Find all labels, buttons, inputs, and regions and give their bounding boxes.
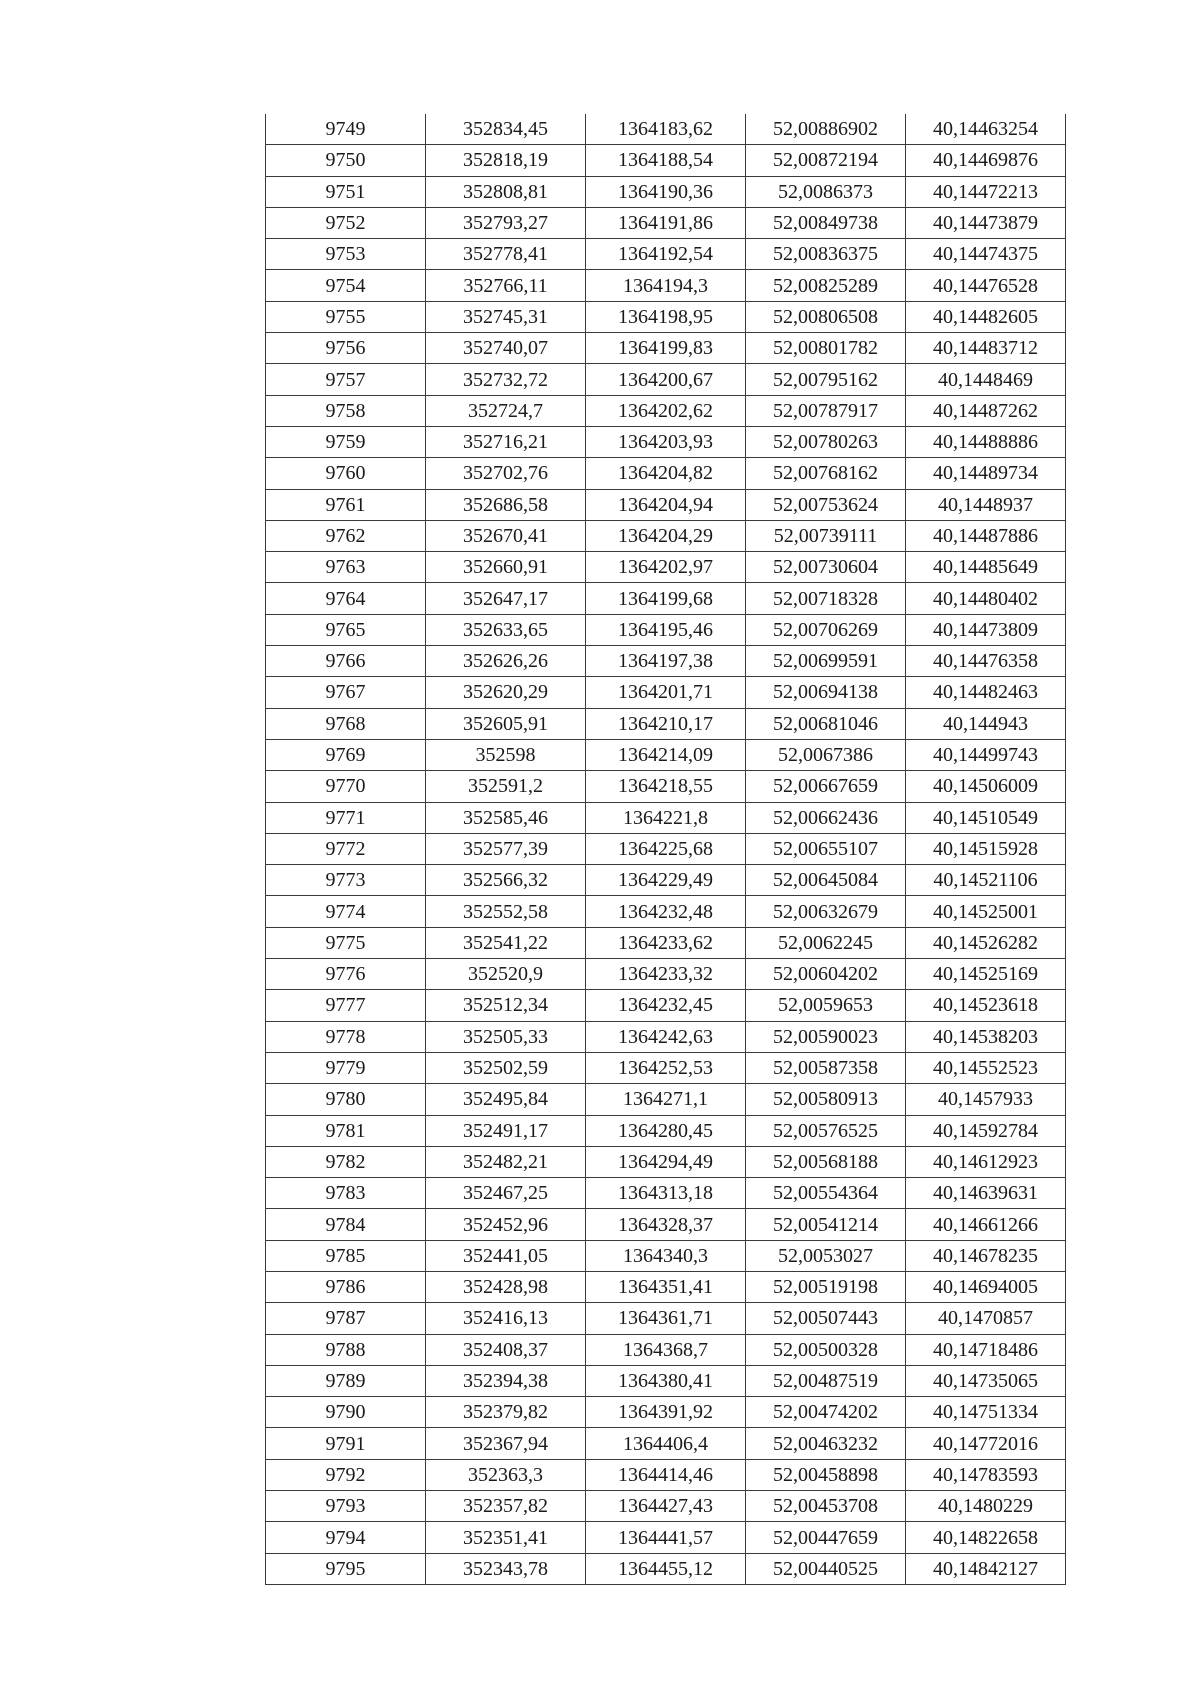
longitude-cell: 40,14525169: [906, 959, 1066, 990]
x-coordinate-cell: 352552,58: [426, 896, 586, 927]
latitude-cell: 52,00604202: [746, 959, 906, 990]
y-coordinate-cell: 1364233,32: [586, 959, 746, 990]
y-coordinate-cell: 1364197,38: [586, 646, 746, 677]
y-coordinate-cell: 1364192,54: [586, 239, 746, 270]
x-coordinate-cell: 352808,81: [426, 176, 586, 207]
point-number-cell: 9772: [266, 833, 426, 864]
latitude-cell: 52,00886902: [746, 114, 906, 145]
y-coordinate-cell: 1364406,4: [586, 1428, 746, 1459]
longitude-cell: 40,14476358: [906, 646, 1066, 677]
x-coordinate-cell: 352363,3: [426, 1459, 586, 1490]
point-number-cell: 9751: [266, 176, 426, 207]
latitude-cell: 52,0053027: [746, 1240, 906, 1271]
table-row: [266, 739, 1066, 770]
point-number-cell: 9765: [266, 614, 426, 645]
latitude-cell: 52,00587358: [746, 1052, 906, 1083]
point-number-cell: 9780: [266, 1084, 426, 1115]
latitude-cell: 52,00739111: [746, 520, 906, 551]
x-coordinate-cell: 352724,7: [426, 395, 586, 426]
table-row: [266, 1178, 1066, 1209]
latitude-cell: 52,00453708: [746, 1491, 906, 1522]
y-coordinate-cell: 1364204,82: [586, 458, 746, 489]
longitude-cell: 40,14694005: [906, 1271, 1066, 1302]
table-row: [266, 865, 1066, 896]
longitude-cell: 40,14489734: [906, 458, 1066, 489]
longitude-cell: 40,14678235: [906, 1240, 1066, 1271]
y-coordinate-cell: 1364427,43: [586, 1491, 746, 1522]
point-number-cell: 9779: [266, 1052, 426, 1083]
latitude-cell: 52,00795162: [746, 364, 906, 395]
latitude-cell: 52,00487519: [746, 1365, 906, 1396]
point-number-cell: 9755: [266, 301, 426, 332]
longitude-cell: 40,14474375: [906, 239, 1066, 270]
table-row: [266, 896, 1066, 927]
longitude-cell: 40,14772016: [906, 1428, 1066, 1459]
table-row: [266, 1428, 1066, 1459]
x-coordinate-cell: 352633,65: [426, 614, 586, 645]
table-row: [266, 708, 1066, 739]
y-coordinate-cell: 1364233,62: [586, 927, 746, 958]
y-coordinate-cell: 1364204,94: [586, 489, 746, 520]
latitude-cell: 52,00694138: [746, 677, 906, 708]
x-coordinate-cell: 352452,96: [426, 1209, 586, 1240]
latitude-cell: 52,00519198: [746, 1271, 906, 1302]
table-row: [266, 270, 1066, 301]
table-row: [266, 552, 1066, 583]
y-coordinate-cell: 1364361,71: [586, 1303, 746, 1334]
longitude-cell: 40,14526282: [906, 927, 1066, 958]
x-coordinate-cell: 352740,07: [426, 333, 586, 364]
x-coordinate-cell: 352686,58: [426, 489, 586, 520]
longitude-cell: 40,14473809: [906, 614, 1066, 645]
longitude-cell: 40,14476528: [906, 270, 1066, 301]
latitude-cell: 52,00780263: [746, 426, 906, 457]
point-number-cell: 9758: [266, 395, 426, 426]
table-row: [266, 426, 1066, 457]
coordinates-table-body: [266, 114, 1066, 1584]
table-row: [266, 207, 1066, 238]
x-coordinate-cell: 352591,2: [426, 771, 586, 802]
table-row: [266, 959, 1066, 990]
longitude-cell: 40,14783593: [906, 1459, 1066, 1490]
table-row: [266, 114, 1066, 145]
y-coordinate-cell: 1364195,46: [586, 614, 746, 645]
longitude-cell: 40,14480402: [906, 583, 1066, 614]
longitude-cell: 40,14538203: [906, 1021, 1066, 1052]
latitude-cell: 52,00576525: [746, 1115, 906, 1146]
table-row: [266, 1459, 1066, 1490]
x-coordinate-cell: 352626,26: [426, 646, 586, 677]
latitude-cell: 52,00730604: [746, 552, 906, 583]
y-coordinate-cell: 1364229,49: [586, 865, 746, 896]
x-coordinate-cell: 352745,31: [426, 301, 586, 332]
point-number-cell: 9790: [266, 1397, 426, 1428]
longitude-cell: 40,14515928: [906, 833, 1066, 864]
point-number-cell: 9756: [266, 333, 426, 364]
y-coordinate-cell: 1364328,37: [586, 1209, 746, 1240]
longitude-cell: 40,14612923: [906, 1146, 1066, 1177]
y-coordinate-cell: 1364340,3: [586, 1240, 746, 1271]
y-coordinate-cell: 1364210,17: [586, 708, 746, 739]
table-row: [266, 458, 1066, 489]
longitude-cell: 40,14473879: [906, 207, 1066, 238]
table-row: [266, 1365, 1066, 1396]
point-number-cell: 9773: [266, 865, 426, 896]
latitude-cell: 52,00699591: [746, 646, 906, 677]
table-row: [266, 1021, 1066, 1052]
y-coordinate-cell: 1364380,41: [586, 1365, 746, 1396]
y-coordinate-cell: 1364232,45: [586, 990, 746, 1021]
y-coordinate-cell: 1364183,62: [586, 114, 746, 145]
table-row: [266, 1209, 1066, 1240]
x-coordinate-cell: 352541,22: [426, 927, 586, 958]
point-number-cell: 9788: [266, 1334, 426, 1365]
x-coordinate-cell: 352495,84: [426, 1084, 586, 1115]
table-row: [266, 239, 1066, 270]
table-row: [266, 333, 1066, 364]
y-coordinate-cell: 1364214,09: [586, 739, 746, 770]
latitude-cell: 52,00440525: [746, 1553, 906, 1584]
point-number-cell: 9794: [266, 1522, 426, 1553]
table-row: [266, 1397, 1066, 1428]
point-number-cell: 9785: [266, 1240, 426, 1271]
y-coordinate-cell: 1364188,54: [586, 145, 746, 176]
y-coordinate-cell: 1364242,63: [586, 1021, 746, 1052]
longitude-cell: 40,14718486: [906, 1334, 1066, 1365]
x-coordinate-cell: 352702,76: [426, 458, 586, 489]
x-coordinate-cell: 352357,82: [426, 1491, 586, 1522]
latitude-cell: 52,0062245: [746, 927, 906, 958]
longitude-cell: 40,14487886: [906, 520, 1066, 551]
x-coordinate-cell: 352394,38: [426, 1365, 586, 1396]
table-row: [266, 990, 1066, 1021]
x-coordinate-cell: 352428,98: [426, 1271, 586, 1302]
table-row: [266, 301, 1066, 332]
table-row: [266, 646, 1066, 677]
x-coordinate-cell: 352577,39: [426, 833, 586, 864]
longitude-cell: 40,1448469: [906, 364, 1066, 395]
point-number-cell: 9774: [266, 896, 426, 927]
longitude-cell: 40,14822658: [906, 1522, 1066, 1553]
table-row: [266, 771, 1066, 802]
latitude-cell: 52,00681046: [746, 708, 906, 739]
y-coordinate-cell: 1364368,7: [586, 1334, 746, 1365]
x-coordinate-cell: 352502,59: [426, 1052, 586, 1083]
point-number-cell: 9776: [266, 959, 426, 990]
longitude-cell: 40,14523618: [906, 990, 1066, 1021]
point-number-cell: 9761: [266, 489, 426, 520]
longitude-cell: 40,1470857: [906, 1303, 1066, 1334]
point-number-cell: 9750: [266, 145, 426, 176]
table-row: [266, 1146, 1066, 1177]
table-row: [266, 677, 1066, 708]
latitude-cell: 52,00768162: [746, 458, 906, 489]
longitude-cell: 40,14483712: [906, 333, 1066, 364]
point-number-cell: 9795: [266, 1553, 426, 1584]
y-coordinate-cell: 1364391,92: [586, 1397, 746, 1428]
y-coordinate-cell: 1364200,67: [586, 364, 746, 395]
y-coordinate-cell: 1364414,46: [586, 1459, 746, 1490]
point-number-cell: 9781: [266, 1115, 426, 1146]
x-coordinate-cell: 352351,41: [426, 1522, 586, 1553]
longitude-cell: 40,14485649: [906, 552, 1066, 583]
point-number-cell: 9775: [266, 927, 426, 958]
x-coordinate-cell: 352716,21: [426, 426, 586, 457]
y-coordinate-cell: 1364455,12: [586, 1553, 746, 1584]
latitude-cell: 52,0067386: [746, 739, 906, 770]
y-coordinate-cell: 1364202,97: [586, 552, 746, 583]
table-row: [266, 1115, 1066, 1146]
table-row: [266, 1522, 1066, 1553]
table-row: [266, 1052, 1066, 1083]
latitude-cell: 52,00447659: [746, 1522, 906, 1553]
table-row: [266, 520, 1066, 551]
longitude-cell: 40,14499743: [906, 739, 1066, 770]
latitude-cell: 52,00645084: [746, 865, 906, 896]
longitude-cell: 40,14751334: [906, 1397, 1066, 1428]
x-coordinate-cell: 352505,33: [426, 1021, 586, 1052]
latitude-cell: 52,00474202: [746, 1397, 906, 1428]
point-number-cell: 9749: [266, 114, 426, 145]
y-coordinate-cell: 1364201,71: [586, 677, 746, 708]
table-row: [266, 1271, 1066, 1302]
point-number-cell: 9760: [266, 458, 426, 489]
table-row: [266, 1240, 1066, 1271]
y-coordinate-cell: 1364294,49: [586, 1146, 746, 1177]
point-number-cell: 9771: [266, 802, 426, 833]
point-number-cell: 9783: [266, 1178, 426, 1209]
longitude-cell: 40,14661266: [906, 1209, 1066, 1240]
table-row: [266, 176, 1066, 207]
table-row: [266, 927, 1066, 958]
y-coordinate-cell: 1364199,83: [586, 333, 746, 364]
latitude-cell: 52,00787917: [746, 395, 906, 426]
x-coordinate-cell: 352512,34: [426, 990, 586, 1021]
point-number-cell: 9778: [266, 1021, 426, 1052]
y-coordinate-cell: 1364199,68: [586, 583, 746, 614]
longitude-cell: 40,1448937: [906, 489, 1066, 520]
y-coordinate-cell: 1364252,53: [586, 1052, 746, 1083]
x-coordinate-cell: 352818,19: [426, 145, 586, 176]
point-number-cell: 9792: [266, 1459, 426, 1490]
point-number-cell: 9766: [266, 646, 426, 677]
point-number-cell: 9762: [266, 520, 426, 551]
latitude-cell: 52,00458898: [746, 1459, 906, 1490]
y-coordinate-cell: 1364194,3: [586, 270, 746, 301]
coordinates-table: [265, 114, 1066, 1585]
point-number-cell: 9764: [266, 583, 426, 614]
longitude-cell: 40,144943: [906, 708, 1066, 739]
point-number-cell: 9770: [266, 771, 426, 802]
x-coordinate-cell: 352670,41: [426, 520, 586, 551]
latitude-cell: 52,00590023: [746, 1021, 906, 1052]
point-number-cell: 9753: [266, 239, 426, 270]
longitude-cell: 40,14525001: [906, 896, 1066, 927]
longitude-cell: 40,14472213: [906, 176, 1066, 207]
point-number-cell: 9777: [266, 990, 426, 1021]
latitude-cell: 52,00655107: [746, 833, 906, 864]
longitude-cell: 40,14521106: [906, 865, 1066, 896]
point-number-cell: 9787: [266, 1303, 426, 1334]
latitude-cell: 52,00718328: [746, 583, 906, 614]
point-number-cell: 9786: [266, 1271, 426, 1302]
x-coordinate-cell: 352778,41: [426, 239, 586, 270]
latitude-cell: 52,00507443: [746, 1303, 906, 1334]
latitude-cell: 52,00825289: [746, 270, 906, 301]
y-coordinate-cell: 1364198,95: [586, 301, 746, 332]
y-coordinate-cell: 1364190,36: [586, 176, 746, 207]
y-coordinate-cell: 1364204,29: [586, 520, 746, 551]
table-row: [266, 395, 1066, 426]
x-coordinate-cell: 352732,72: [426, 364, 586, 395]
latitude-cell: 52,00463232: [746, 1428, 906, 1459]
point-number-cell: 9769: [266, 739, 426, 770]
table-row: [266, 583, 1066, 614]
x-coordinate-cell: 352491,17: [426, 1115, 586, 1146]
latitude-cell: 52,00568188: [746, 1146, 906, 1177]
x-coordinate-cell: 352379,82: [426, 1397, 586, 1428]
y-coordinate-cell: 1364202,62: [586, 395, 746, 426]
point-number-cell: 9757: [266, 364, 426, 395]
point-number-cell: 9752: [266, 207, 426, 238]
latitude-cell: 52,00667659: [746, 771, 906, 802]
x-coordinate-cell: 352343,78: [426, 1553, 586, 1584]
point-number-cell: 9759: [266, 426, 426, 457]
latitude-cell: 52,00554364: [746, 1178, 906, 1209]
x-coordinate-cell: 352367,94: [426, 1428, 586, 1459]
longitude-cell: 40,14488886: [906, 426, 1066, 457]
x-coordinate-cell: 352598: [426, 739, 586, 770]
x-coordinate-cell: 352766,11: [426, 270, 586, 301]
latitude-cell: 52,00541214: [746, 1209, 906, 1240]
x-coordinate-cell: 352660,91: [426, 552, 586, 583]
latitude-cell: 52,0086373: [746, 176, 906, 207]
table-row: [266, 1084, 1066, 1115]
x-coordinate-cell: 352408,37: [426, 1334, 586, 1365]
y-coordinate-cell: 1364203,93: [586, 426, 746, 457]
table-row: [266, 364, 1066, 395]
table-row: [266, 833, 1066, 864]
longitude-cell: 40,14463254: [906, 114, 1066, 145]
y-coordinate-cell: 1364225,68: [586, 833, 746, 864]
y-coordinate-cell: 1364221,8: [586, 802, 746, 833]
table-row: [266, 802, 1066, 833]
point-number-cell: 9768: [266, 708, 426, 739]
point-number-cell: 9789: [266, 1365, 426, 1396]
point-number-cell: 9763: [266, 552, 426, 583]
latitude-cell: 52,0059653: [746, 990, 906, 1021]
y-coordinate-cell: 1364218,55: [586, 771, 746, 802]
latitude-cell: 52,00662436: [746, 802, 906, 833]
point-number-cell: 9754: [266, 270, 426, 301]
longitude-cell: 40,14487262: [906, 395, 1066, 426]
y-coordinate-cell: 1364232,48: [586, 896, 746, 927]
latitude-cell: 52,00632679: [746, 896, 906, 927]
longitude-cell: 40,14482605: [906, 301, 1066, 332]
y-coordinate-cell: 1364280,45: [586, 1115, 746, 1146]
table-row: [266, 1334, 1066, 1365]
longitude-cell: 40,14469876: [906, 145, 1066, 176]
longitude-cell: 40,14735065: [906, 1365, 1066, 1396]
table-row: [266, 489, 1066, 520]
latitude-cell: 52,00580913: [746, 1084, 906, 1115]
x-coordinate-cell: 352467,25: [426, 1178, 586, 1209]
table-row: [266, 145, 1066, 176]
point-number-cell: 9793: [266, 1491, 426, 1522]
latitude-cell: 52,00500328: [746, 1334, 906, 1365]
y-coordinate-cell: 1364271,1: [586, 1084, 746, 1115]
x-coordinate-cell: 352834,45: [426, 114, 586, 145]
longitude-cell: 40,14639631: [906, 1178, 1066, 1209]
table-row: [266, 1553, 1066, 1584]
latitude-cell: 52,00753624: [746, 489, 906, 520]
x-coordinate-cell: 352416,13: [426, 1303, 586, 1334]
point-number-cell: 9782: [266, 1146, 426, 1177]
x-coordinate-cell: 352605,91: [426, 708, 586, 739]
latitude-cell: 52,00706269: [746, 614, 906, 645]
longitude-cell: 40,14506009: [906, 771, 1066, 802]
x-coordinate-cell: 352585,46: [426, 802, 586, 833]
table-row: [266, 1491, 1066, 1522]
point-number-cell: 9784: [266, 1209, 426, 1240]
y-coordinate-cell: 1364441,57: [586, 1522, 746, 1553]
longitude-cell: 40,14510549: [906, 802, 1066, 833]
longitude-cell: 40,1480229: [906, 1491, 1066, 1522]
x-coordinate-cell: 352441,05: [426, 1240, 586, 1271]
y-coordinate-cell: 1364313,18: [586, 1178, 746, 1209]
point-number-cell: 9767: [266, 677, 426, 708]
x-coordinate-cell: 352647,17: [426, 583, 586, 614]
latitude-cell: 52,00872194: [746, 145, 906, 176]
x-coordinate-cell: 352620,29: [426, 677, 586, 708]
longitude-cell: 40,14482463: [906, 677, 1066, 708]
table-row: [266, 614, 1066, 645]
longitude-cell: 40,14592784: [906, 1115, 1066, 1146]
latitude-cell: 52,00806508: [746, 301, 906, 332]
x-coordinate-cell: 352793,27: [426, 207, 586, 238]
longitude-cell: 40,1457933: [906, 1084, 1066, 1115]
latitude-cell: 52,00801782: [746, 333, 906, 364]
table-row: [266, 1303, 1066, 1334]
y-coordinate-cell: 1364191,86: [586, 207, 746, 238]
point-number-cell: 9791: [266, 1428, 426, 1459]
latitude-cell: 52,00849738: [746, 207, 906, 238]
longitude-cell: 40,14842127: [906, 1553, 1066, 1584]
longitude-cell: 40,14552523: [906, 1052, 1066, 1083]
y-coordinate-cell: 1364351,41: [586, 1271, 746, 1302]
x-coordinate-cell: 352566,32: [426, 865, 586, 896]
x-coordinate-cell: 352520,9: [426, 959, 586, 990]
x-coordinate-cell: 352482,21: [426, 1146, 586, 1177]
latitude-cell: 52,00836375: [746, 239, 906, 270]
